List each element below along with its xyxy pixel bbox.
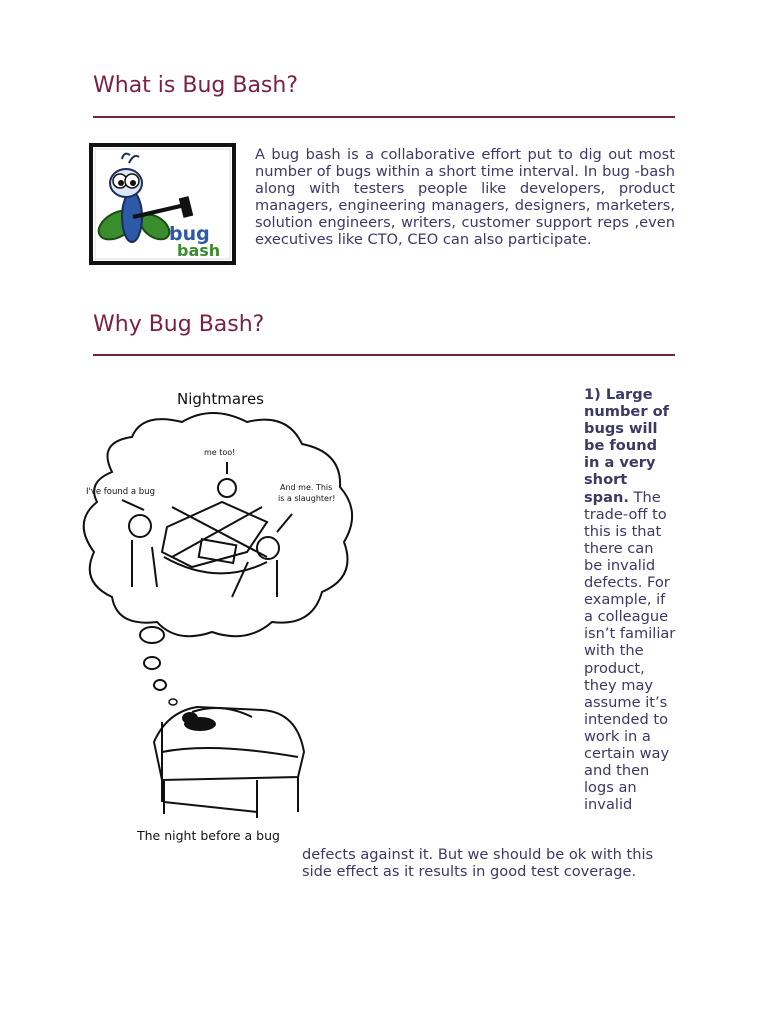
speech-and-me-2: is a slaughter!	[278, 494, 336, 503]
heading-rule	[93, 116, 675, 118]
speech-me-too: me too!	[204, 448, 236, 457]
speech-and-me-1: And me. This	[280, 483, 333, 492]
why-point-1-text: The trade-off to this is that there can be invalid defects. For example, if a colleague isn’t familiar with the product, they may assume it’s intended to work in a certain way and then logs an invalid	[584, 488, 676, 814]
comic-title: Nightmares	[177, 390, 264, 408]
bed-drawing	[154, 707, 304, 818]
nightmares-comic	[72, 382, 372, 848]
logo-word-bash: bash	[177, 241, 221, 260]
thought-cloud	[84, 413, 352, 636]
logo-word-bug: bug	[169, 223, 210, 245]
why-point-1-continuation: defects against it. But we should be ok with this side effect as it results in good test coverage.	[302, 846, 654, 881]
intro-paragraph: A bug bash is a collaborative effort put to dig out most number of bugs within a short time interval. In bug -bash along with testers people like developers, product managers, engineering managers, designers, marketers, solution engineers, writers, customer support reps ,even executives like CTO, CEO can also participate.	[255, 146, 675, 249]
section-heading-what: What is Bug Bash?	[93, 73, 299, 98]
comic-caption: The night before a bug	[137, 828, 280, 843]
speech-found-bug: I've found a bug	[86, 487, 155, 497]
why-point-1	[584, 386, 676, 813]
why-point-1-bold: 1) Large number of bugs will be found in a very short span.	[584, 386, 669, 506]
bug-bash-logo	[89, 143, 236, 265]
people-at-table	[122, 462, 292, 597]
section-heading-why: Why Bug Bash?	[93, 312, 265, 337]
heading-rule	[93, 354, 675, 356]
